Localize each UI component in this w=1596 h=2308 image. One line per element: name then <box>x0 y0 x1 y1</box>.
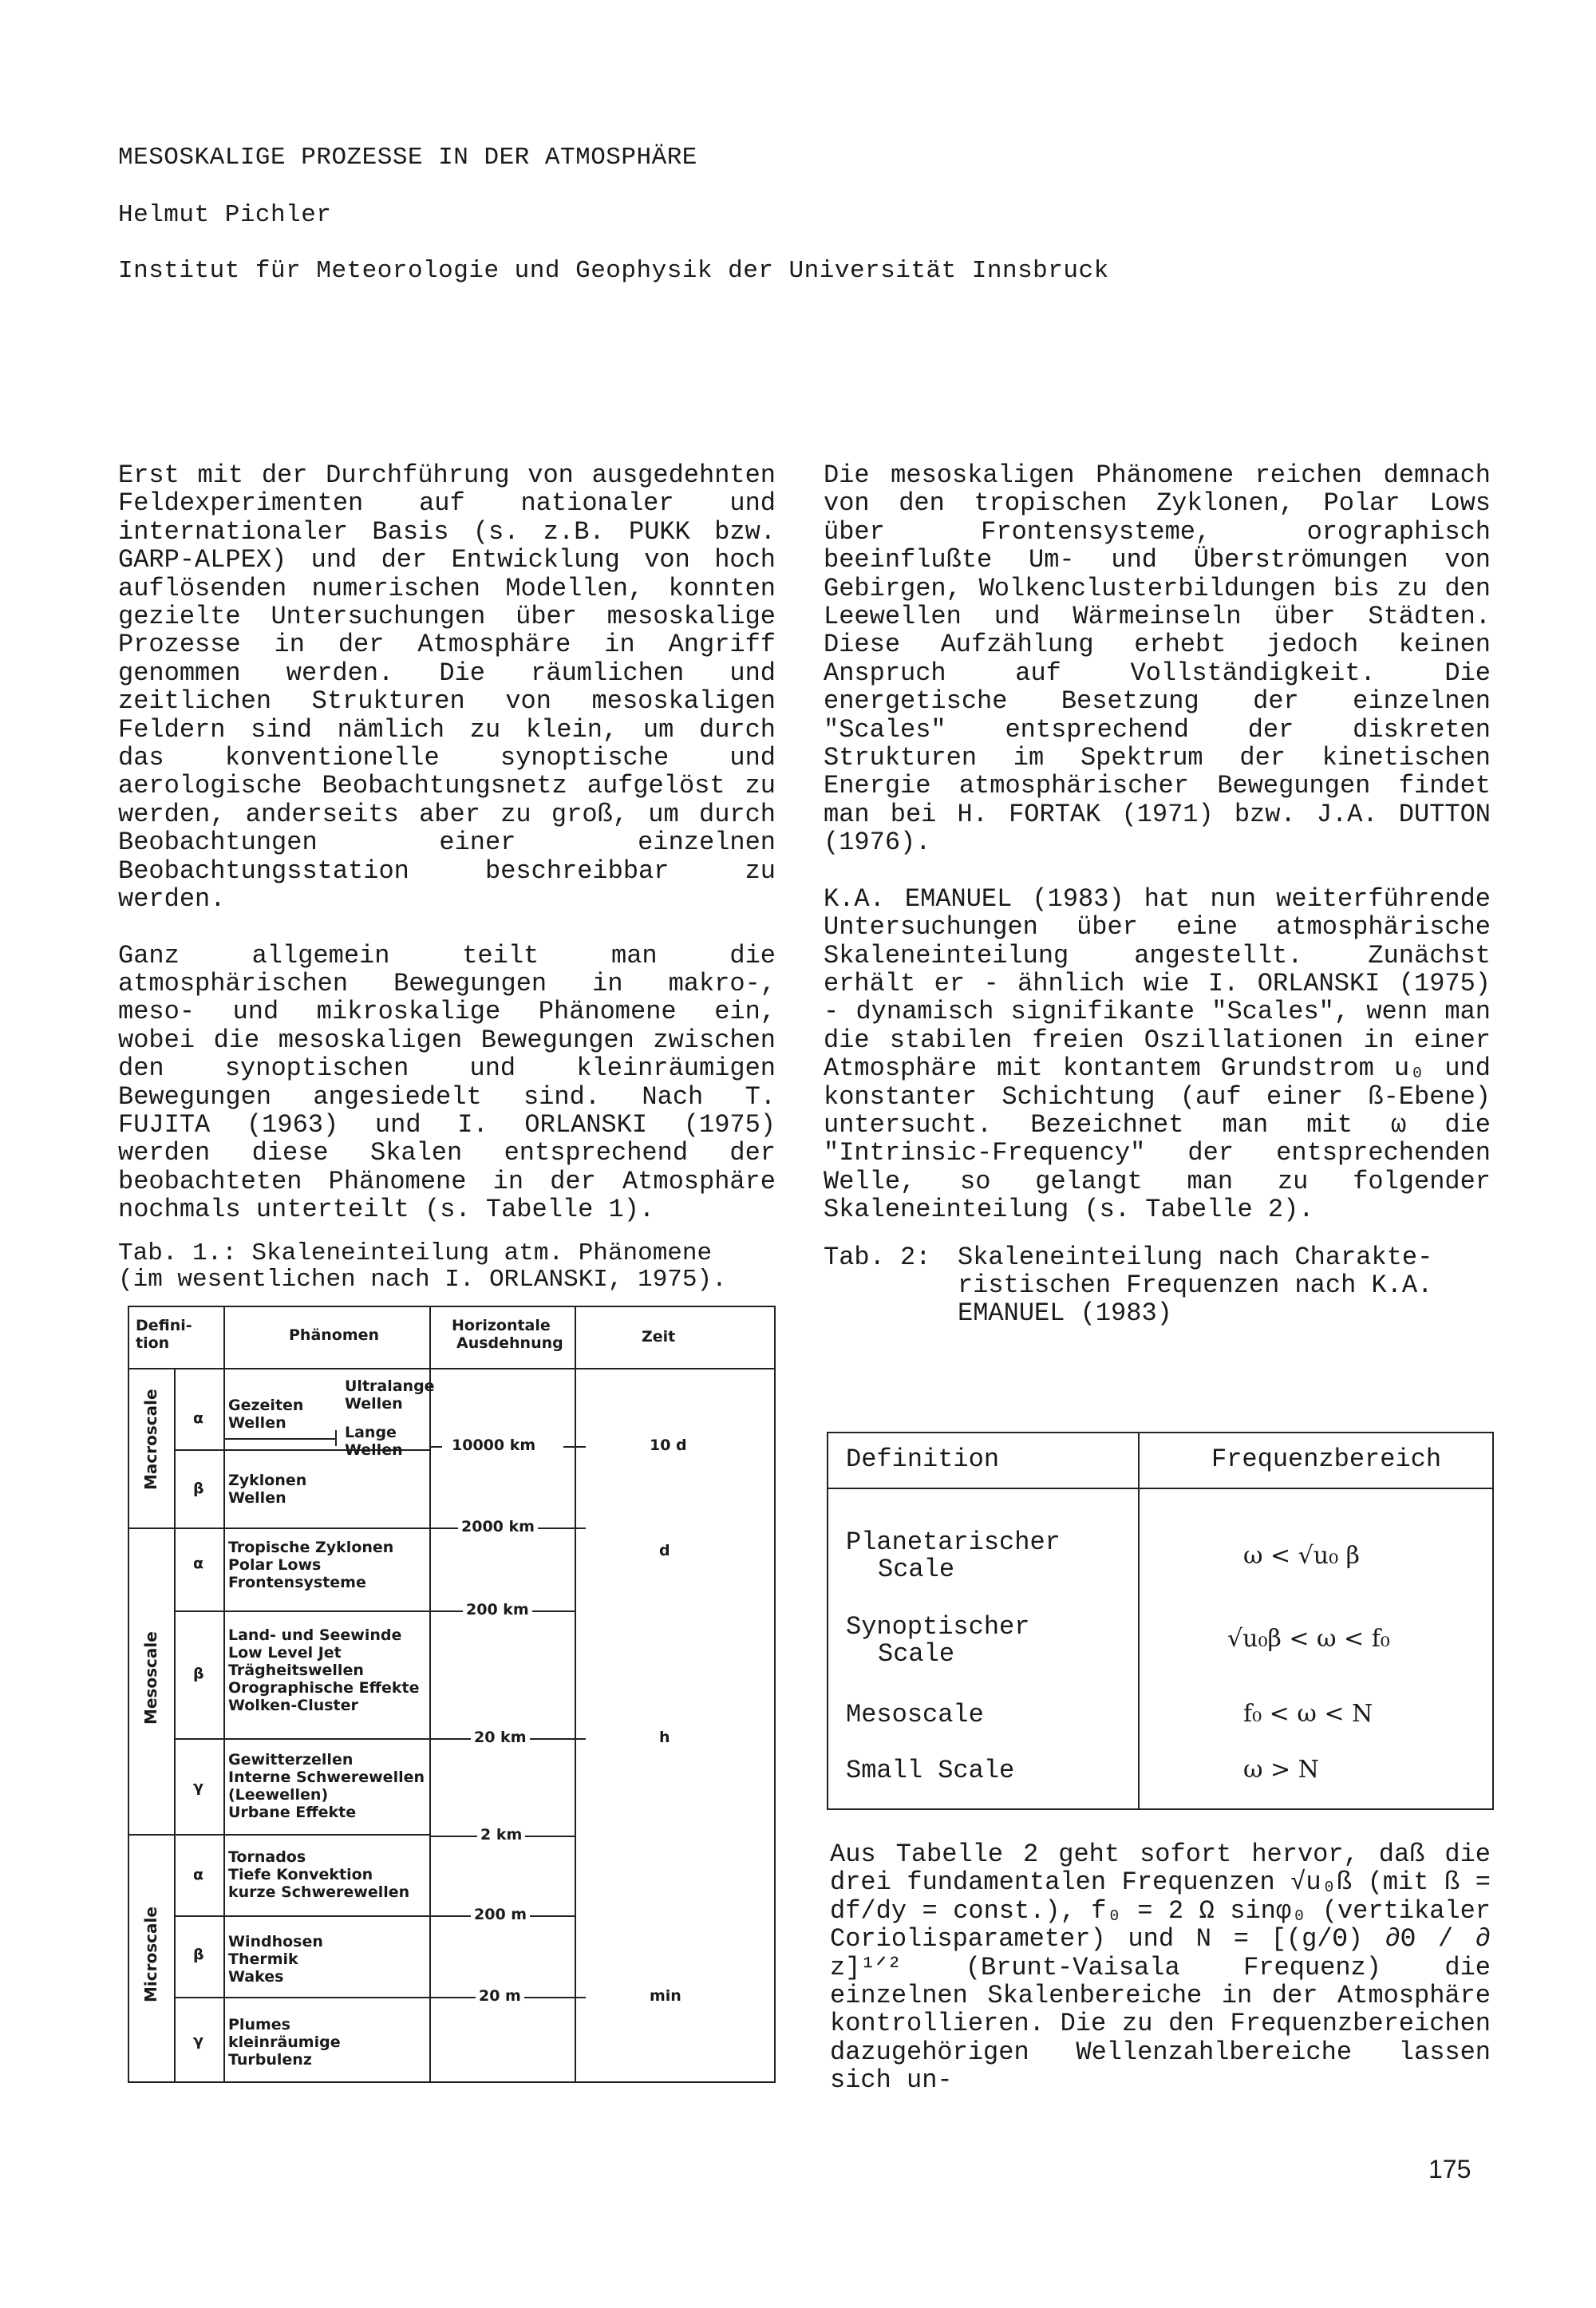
institute-name: Institut für Meteorologie und Geophysik der Universität Innsbruck <box>118 257 1109 285</box>
t1-ph: Wakes <box>228 1968 284 1986</box>
t1-ph: Orographische Effekte <box>228 1679 420 1697</box>
t1-header-definition-1: Defini- <box>136 1317 192 1334</box>
t1-ph: Gewitterzellen <box>228 1751 354 1769</box>
t2-header-definition: Definition <box>846 1444 1000 1474</box>
t1-ph: Plumes <box>228 2016 290 2033</box>
table2-caption-line2: ristischen Frequenzen nach K.A. <box>958 1270 1433 1300</box>
t1-ph: Gezeiten <box>228 1397 304 1414</box>
t1-meso-alpha: α <box>193 1555 204 1572</box>
t1-macro-beta: β <box>193 1480 204 1497</box>
author-name: Helmut Pichler <box>118 201 332 229</box>
t1-meso-gamma: γ <box>193 1778 203 1796</box>
t1-micro-gamma: γ <box>193 2032 203 2049</box>
page-number: 175 <box>1428 2155 1472 2184</box>
left-paragraph-2: Ganz allgemein teilt man die atmosphärischen Bewegungen in makro-, meso- und mikroskalige Phänomene ein, wobei die mesoskaligen Bewegungen zwischen den synoptischen und kleinräumigen Bewegungen angesiedelt sind. Nach T. FUJITA (1963) und I. ORLANSKI (1975) werden diese Skalen entsprechend der beobachteten Phänomene in der Atmosphäre nochmals unterteilt (s. Tabelle 1). <box>118 940 776 1225</box>
right-column-bottom <box>830 1840 1491 2095</box>
t1-ph: Tropische Zyklonen <box>228 1539 394 1556</box>
t1-scale-macro: Macroscale <box>141 1389 160 1490</box>
t1-ph: Wolken-Cluster <box>228 1697 358 1714</box>
t1-header-definition-2: tion <box>136 1334 170 1352</box>
t1-ph: Polar Lows <box>228 1556 322 1574</box>
t1-ph: Low Level Jet <box>228 1644 342 1662</box>
right-column <box>824 461 1491 1328</box>
t1-time: d <box>659 1542 670 1559</box>
table-1 <box>128 1306 776 2083</box>
t1-ph: Thermik <box>228 1950 298 1968</box>
t1-extent: 2 km <box>477 1826 525 1844</box>
t1-scale-micro: Microscale <box>141 1907 160 2002</box>
t1-extent: 10000 km <box>452 1437 536 1454</box>
t2-row-range: ω > N <box>1243 1756 1319 1784</box>
table1-caption-line2: (im wesentlichen nach I. ORLANSKI, 1975). <box>118 1265 727 1294</box>
t1-extent: 2000 km <box>458 1518 538 1535</box>
t1-ph: Wellen <box>345 1395 403 1413</box>
t1-ph: Land- und Seewinde <box>228 1626 402 1644</box>
t1-extent: 200 m <box>471 1906 530 1923</box>
table1-caption-line1: Tab. 1.: Skaleneinteilung atm. Phänomene <box>118 1239 713 1267</box>
t2-row-range: ω < √u₀ β <box>1243 1542 1361 1570</box>
t1-ph: Trägheitswellen <box>228 1662 364 1679</box>
t2-row-name: Synoptischer <box>846 1612 1030 1642</box>
right-paragraph-1: Die mesoskaligen Phänomene reichen demnach von den tropischen Zyklonen, Polar Lows über Frontensysteme, orographisch beeinflußte Um- und Überströmungen von Gebirgen, Wolkenclusterbildungen bis zu den Leewellen und Wärmeinseln über Städten. Diese Aufzählung erhebt jedoch keinen Anspruch auf Vollständigkeit. Die energetische Besetzung der einzelnen "Scales" entsprechend der diskreten Strukturen im Spektrum der kinetischen Energie atmosphärischer Bewegungen findet man bei H. FORTAK (1971) bzw. J.A. DUTTON (1976). <box>824 460 1491 858</box>
t2-row-name: Planetarischer <box>846 1527 1061 1557</box>
t1-meso-beta: β <box>193 1665 204 1682</box>
t1-time: 10 d <box>650 1437 687 1454</box>
table2-caption-label: Tab. 2: <box>824 1242 931 1272</box>
t1-ph: Windhosen <box>228 1933 323 1950</box>
table2-caption <box>824 1243 1491 1328</box>
right-paragraph-3: Aus Tabelle 2 geht sofort hervor, daß die drei fundamentalen Frequenzen √u₀ß (mit ß = df/dy = const.), f₀ = 2 Ω sinφ₀ (vertikaler Coriolisparameter) und N = [(g/Θ) ∂Θ / ∂ z]¹ᐟ² (Brunt-Vaisala Frequenz) die einzelnen Skalenbereiche in der Atmosphäre kontrollieren. Die zu den Frequenzbereichen dazugehörigen Wellenzahlbereiche lassen sich un- <box>830 1840 1491 2096</box>
t1-ph: Interne Schwerewellen <box>228 1769 425 1786</box>
t1-scale-meso: Mesoscale <box>141 1631 160 1725</box>
t1-extent: 200 km <box>463 1601 532 1618</box>
t1-ph: Tiefe Konvektion <box>228 1866 373 1883</box>
left-paragraph-1: Erst mit der Durchführung von ausgedehnten Feldexperimenten auf nationaler und internationaler Basis (s. z.B. PUKK bzw. GARP-ALPEX) und der Entwicklung von hoch auflösenden numerischen Modellen, konnten gezielte Untersuchungen über mesoskalige Prozesse in der Atmosphäre in Angriff genommen werden. Die räumlichen und zeitlichen Strukturen von mesoskaligen Feldern sind nämlich zu klein, um durch das konventionelle synoptische und aerologische Beobachtungsnetz aufgelöst zu werden, anderseits aber zu groß, um durch Beobachtungen einer einzelnen Beobachtungsstation beschreibbar zu werden. <box>118 460 776 915</box>
t2-row-name: Mesoscale <box>846 1700 984 1729</box>
t2-row-name: Scale <box>878 1639 955 1669</box>
t1-extent: 20 km <box>471 1729 530 1746</box>
t2-row-name: Scale <box>878 1555 955 1584</box>
t1-ph: Tornados <box>228 1848 306 1866</box>
t1-ph: Wellen <box>345 1441 403 1459</box>
t1-ph: Zyklonen <box>228 1472 307 1489</box>
t2-row-range: f₀ < ω < N <box>1243 1700 1373 1728</box>
t1-ph: Frontensysteme <box>228 1574 366 1591</box>
t1-time: h <box>659 1729 670 1746</box>
t2-row-name: Small Scale <box>846 1756 1015 1785</box>
right-paragraph-2: K.A. EMANUEL (1983) hat nun weiterführende Untersuchungen über eine atmosphärische Skaleneinteilung angestellt. Zunächst erhält er - ähnlich wie I. ORLANSKI (1975) - dynamisch signifikante "Scales", wenn man die stabilen freien Oszillationen in einer Atmosphäre mit kontantem Grundstrom u₀ und konstanter Schichtung (auf einer ß-Ebene) untersucht. Bezeichnet man mit ω die "Intrinsic-Frequency" der entsprechenden Welle, so gelangt man zu folgender Skaleneinteilung (s. Tabelle 2). <box>824 883 1491 1225</box>
t1-ph: Wellen <box>228 1489 286 1507</box>
t1-ph: Lange <box>345 1424 397 1441</box>
t1-ph: Wellen <box>228 1414 286 1432</box>
t1-ph: Turbulenz <box>228 2051 312 2069</box>
t1-header-time: Zeit <box>642 1328 676 1346</box>
t2-header-frequency: Frequenzbereich <box>1211 1444 1442 1474</box>
t1-ph: kleinräumige <box>228 2033 341 2051</box>
t1-header-phenomenon: Phänomen <box>289 1326 380 1344</box>
t1-micro-beta: β <box>193 1946 204 1963</box>
t2-row-range: √u₀β < ω < f₀ <box>1227 1625 1390 1653</box>
t1-ph: kurze Schwerewellen <box>228 1883 410 1901</box>
table2-caption-line1: Skaleneinteilung nach Charakte- <box>958 1242 1433 1272</box>
t1-macro-alpha: α <box>193 1409 204 1427</box>
paper-title: MESOSKALIGE PROZESSE IN DER ATMOSPHÄRE <box>118 144 697 172</box>
t1-time: min <box>650 1987 681 2005</box>
left-column <box>118 461 776 1293</box>
t1-micro-alpha: α <box>193 1866 204 1883</box>
t1-ph: Urbane Effekte <box>228 1804 357 1821</box>
table-2 <box>827 1432 1494 1810</box>
t1-extent: 20 m <box>476 1987 524 2005</box>
table2-caption-line3: EMANUEL (1983) <box>958 1298 1172 1329</box>
t1-header-extent-2: Ausdehnung <box>456 1334 563 1352</box>
t1-ph: Ultralange <box>345 1377 435 1395</box>
t1-ph: (Leewellen) <box>228 1786 329 1804</box>
t1-header-extent-1: Horizontale <box>452 1317 551 1334</box>
